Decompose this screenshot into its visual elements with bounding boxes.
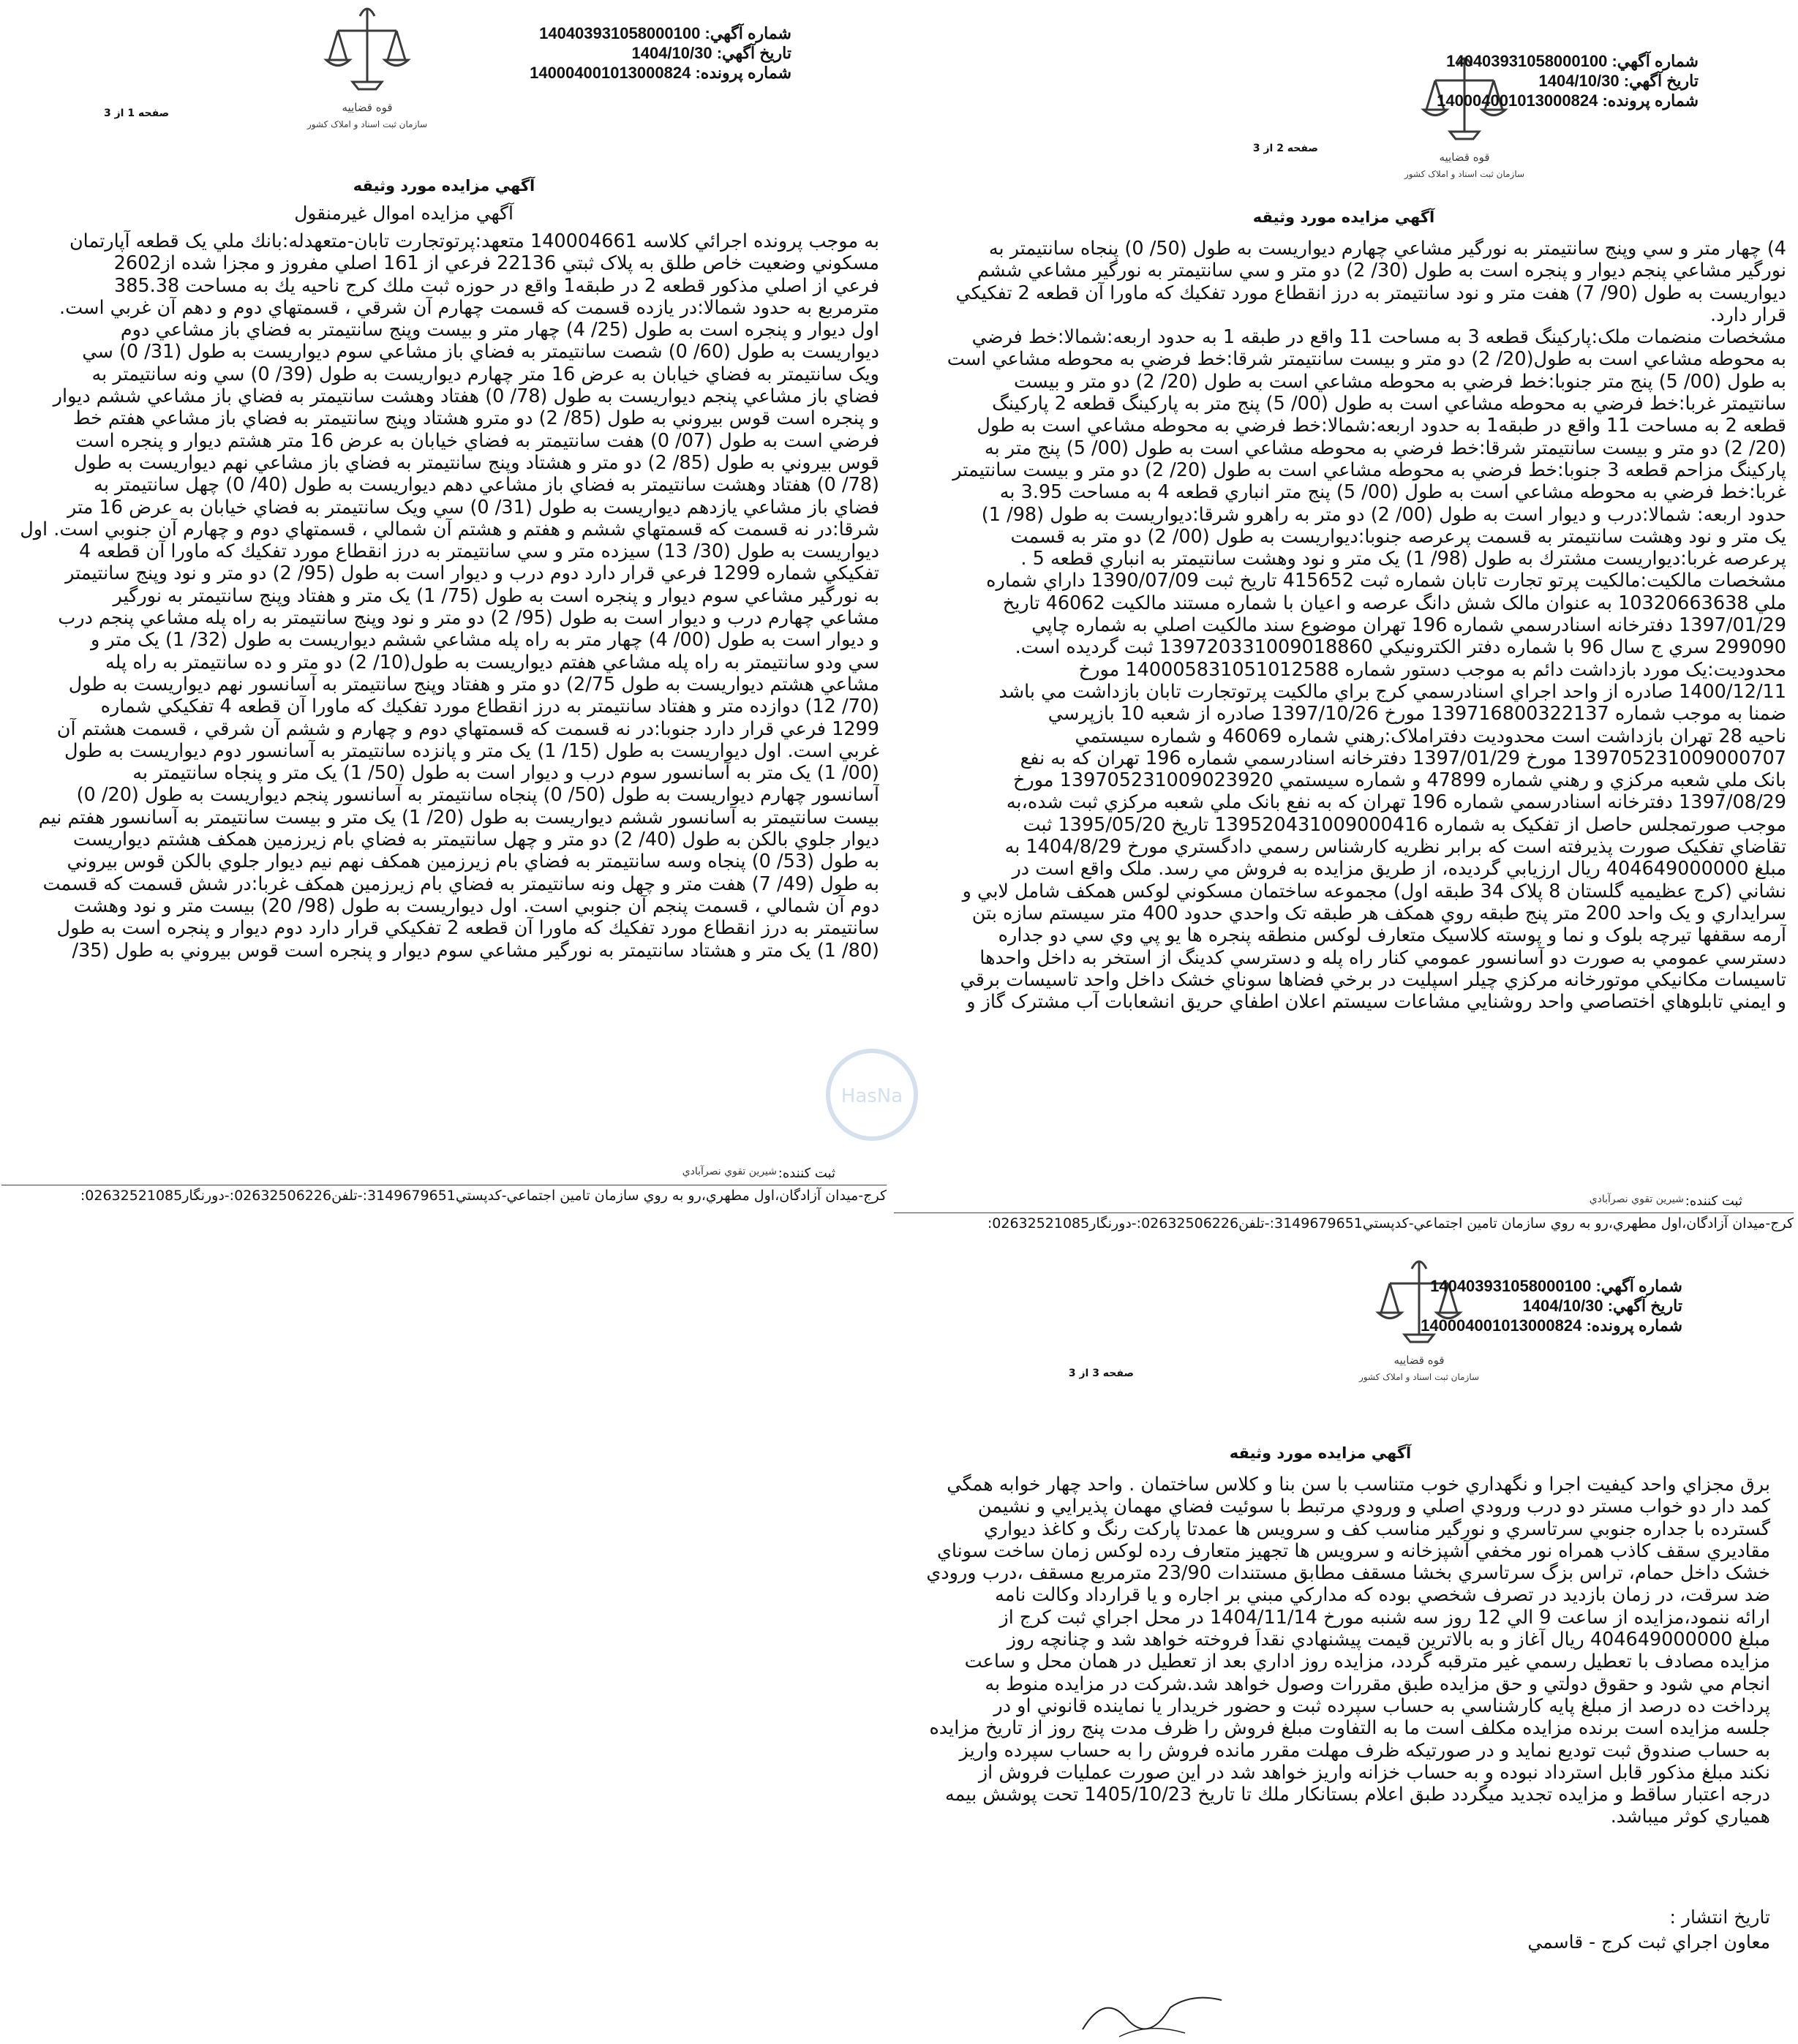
ad-meta: شماره آگهي: 140403931058000100 تاريخ آگهي: 1404/10/30 شماره پرونده: 140004001013000824 (530, 24, 791, 82)
text-line: جلسه مزايده است برنده مزايده مكلف است ما به التفاوت مبلغ فروش را ظرف مدت پنج روز از تاريخ مزايده (929, 1717, 1770, 1740)
text-line: شرقا:در نه قسمت که قسمتهاي ششم و هفتم و هشتم آن شمالي ، قسمتهاي دوم و چهارم آن جنوبي است. اول (20, 518, 879, 540)
text-line: مسکوني وضعيت خاص طلق به پلاک ثبتي 22136 فرعي از 161 اصلي مفروز و مجزا شده از2602 (113, 252, 879, 275)
text-line: 1397/01/29 دفترخانه اسنادرسمي شماره 196 تهران موضوع سند مالکيت اصلي به شماره چاپي (1031, 614, 1786, 637)
text-line: مبلغ 404649000000 ريال ارزيابي گرديده، از طريق مزايده به فروش مي رسد. ملک واقع است در (1012, 858, 1786, 880)
text-line: حدود اربعه: شمالا:درب و ديوار است به طول (00/ 2) دو متر به راهرو شرقا:ديواريست به طول (98/ 1) (981, 503, 1786, 526)
text-line: آرمه سقفها تيرچه بلوک و نما و پوسته کلاسيک متعارف لوکس منطقه پنجره ها يو پي وي سي دو جداره (998, 924, 1786, 947)
text-line: غربا:خط فرضي به محوطه مشاعي است به طول (00/ 5) پنج متر انباري قطعه 4 به مساحت 3.95 به (999, 481, 1786, 504)
text-line: قرار دارد. (1710, 303, 1786, 326)
svg-text:قوه قضاییه: قوه قضاییه (342, 101, 393, 114)
text-line: مبلغ 404649000000 ريال آغاز و به بالاترين قيمت پيشنهادي نقداً فروخته خواهد شد و چنانچه روز (1007, 1629, 1770, 1651)
text-line: سي ودو سانتيمتر به راه پله مشاعي هفتم ديواريست به طول(10/ 2) دو متر و ده سانتيمتر به راه پله (105, 651, 879, 674)
page-footer (1, 1166, 887, 1204)
page-number: صفحه 1 از 3 (104, 108, 170, 119)
text-line: سانتيمتر غربا:خط فرضي به محوطه مشاعي است به طول (00/ 5) پنج متر به پارکينگ قطعه 2 پارکينگ (992, 393, 1786, 415)
signer-label: ثبت كننده: (778, 1166, 835, 1181)
text-line: خشک داخل حمام، تراس بزگ سرتاسري بخشا مسقف مطابق مستندات 23/90 مترمربع مسقف ،درب ورودي (926, 1562, 1770, 1585)
judiciary-emblem-icon (294, 1, 440, 133)
text-line: به حساب صندوق ثبت توديع نمايد و در صورتيكه ظرف مهلت مقرر مانده فروش را به حساب سپرده واريز (959, 1739, 1770, 1762)
text-line: (78/ 0) هفتاد وهشت سانتيمتر به فضاي باز مشاعي دهم ديواريست به طول (40/ 0) چهل سانتيمتر به (94, 474, 879, 497)
text-line: دسترسي عمومي به صورت دو آسانسور عمومي کنار راه پله و دسترسي کدينگ از استخر به داخل واحدها (979, 946, 1786, 969)
text-line: مزايده مصادف با تعطيل رسمي غير مترقبه گردد، مزايده روز اداري بعد از تعطيل در همان محل و ساعت (964, 1651, 1770, 1673)
signer-label: ثبت كننده: (1685, 1193, 1742, 1209)
svg-text:سازمان ثبت اسناد و املاک کشور: سازمان ثبت اسناد و املاک کشور (306, 119, 428, 129)
text-line: پارکينگ مزاحم قطعه 3 جنوبا:خط فرضي به محوطه مشاعي است به طول (20/ 2) دو متر و بيست سانتيمتر (952, 459, 1786, 481)
ad-body-text (867, 1474, 1770, 1828)
page-header (863, 1254, 1778, 1437)
ad-meta: شماره آگهي: 140403931058000100 تاريخ آگهي: 1404/10/30 شماره پرونده: 140004001013000824 (1437, 52, 1699, 110)
text-line: مشخصات منضمات ملک:پارکينگ قطعه 3 به مساحت 11 واقع در طبقه 1 به حدود اربعه:شمالا:خط فرضي (971, 326, 1786, 349)
text-line: اول ديوار و پنجره است به طول (25/ 4) چهار متر و بيست وپنج سانتيمتر به فضاي باز مشاعي دوم (120, 319, 879, 342)
text-line: (70/ 12) دوازده متر و هفتاد سانتيمتر به درز انقطاع مورد تفكيك كه ماورا آن قطعه 4 تفكيكي شماره (100, 695, 879, 718)
text-line: و ديوار است به طول (00/ 4) چهار متر به راه پله مشاعي ششم ديواريست به طول (32/ 1) يک متر و (90, 629, 879, 652)
text-line: غربي است. اول ديواريست به طول (15/ 1) يک متر و پانزده سانتيمتر به آسانسور دوم ديواريست به طول (64, 739, 879, 762)
text-line: مشاعي چهارم درب و ديوار است به طول (95/ 2) دو متر و نود وپنج سانتيمتر به راه پله مشاعي پنجم درب (58, 607, 879, 630)
text-line: ديواريست به طول (30/ 13) سيزده متر و سي سانتيمتر به درز انقطاع مورد تفكيك كه ماورا آن قطعه 4 (78, 540, 879, 563)
text-line: گسترده با جداره جنوبي سرتاسري و نورگير مناسب کف و سرويس ها عمدتا پارکت رنگ و کاغذ ديواري (983, 1517, 1770, 1540)
text-line: 139705231009000707 مورخ 1397/01/29 دفترخانه اسنادرسمي شماره 196 تهران که به نفع (1020, 747, 1786, 769)
svg-text:قوه قضاییه: قوه قضاییه (1393, 1354, 1445, 1367)
text-line: 4) چهار متر و سي وپنج سانتيمتر به نورگير مشاعي چهارم ديواريست به طول (50/ 0) پنجاه سانتيمتر به (988, 238, 1786, 260)
text-line: تفكيكي شماره 1299 فرعي قرار دارد دوم درب و ديوار است به طول (95/ 2) دو متر و نود وپنج سانتيمتر (65, 562, 879, 585)
text-line: فضاي باز مشاعي يازدهم ديواريست به طول (31/ 0) سي ويک سانتيمتر به فضاي خيابان به عرض 16 متر (67, 496, 879, 518)
text-line: مقاديري سقف کاذب همراه نور مخفي آشپزخانه و سرويس ها تجهيز متعارف رده لوکس زمان ساخت سوناي (936, 1539, 1770, 1562)
text-line: به طول (00/ 5) پنج متر جنوبا:خط فرضي به محوطه مشاعي است به طول (20/ 2) دو متر و بيست (1014, 370, 1786, 393)
publish-date-label: تاريخ انتشار : (1669, 1907, 1770, 1928)
text-line: به نورگير مشاعي سوم ديوار و پنجره است به طول (75/ 1) يک متر و هفتاد وپنج سانتيمتر به نورگير (113, 584, 879, 607)
text-line: و پنجره است قوس بيروني به طول (85/ 2) دو مترو هشتاد وپنج سانتيمتر به فضاي باز مشاعي هفتم خط (72, 407, 879, 430)
page-header (894, 29, 1794, 212)
text-line: مشاعي هشتم ديواريست به طول 2/75) دو متر و هفتاد وپنج سانتيمتر به آسانسور نهم ديواريست به طول (68, 673, 879, 695)
text-line: مشخصات مالکيت:مالکيت پرتو تجارت تابان شماره ثبت 415652 تاريخ ثبت 1390/07/09 داراي شماره (986, 570, 1786, 592)
signer-name: شيرين تقوي نصرآبادي (1589, 1193, 1684, 1205)
text-line: ديواريست به طول (60/ 0) شصت سانتيمتر به فضاي باز مشاعي سوم ديواريست به طول (31/ 0) سي (82, 341, 879, 363)
text-line: (00/ 1) يک متر به آسانسور سوم درب و ديوار است به طول (50/ 1) يک متر و پنجاه سانتيمتر به (132, 762, 879, 785)
text-line: 1400/12/11 صادره از واحد اجراي اسنادرسمي کرج براي مالکيت پرتوتجارت تابان بازداشت مي باشد (998, 680, 1786, 703)
ad-meta: شماره آگهي: 140403931058000100 تاريخ آگهي: 1404/10/30 شماره پرونده: 140004001013000824 (1421, 1277, 1682, 1335)
text-line: درجه اعتبار ساقط و مزايده تجديد ميگردد طبق اعلام بستانكار ملك تا تاريخ 1405/10/23 تحت پوشش بيمه (945, 1784, 1770, 1806)
text-line: محدوديت:يک مورد بازداشت دائم به موجب دستور شماره 140005831051012588 مورخ (1078, 658, 1786, 681)
page-header (1, 1, 887, 184)
text-line: 299090 سري ج سال 96 با شماره دفتر الکترونيکي 139720331009018860 ثبت گرديده است. (1015, 636, 1786, 659)
text-line: بانک ملي شعبه مرکزي و رهني شماره 47899 و شماره سيستمي 139705231009023920 مورخ (1012, 769, 1786, 792)
ad-title: آگهي مزايده مورد وثيقه (1229, 1444, 1412, 1462)
signature-icon (1075, 1978, 1236, 2044)
text-line: همياري كوثر ميباشد. (1610, 1806, 1770, 1828)
text-line: 1397/08/29 دفترخانه اسنادرسمي شماره 196 تهران که به نفع بانک ملي شعبه مرکزي ثبت شده،به (1006, 791, 1786, 814)
closing-block (1527, 1905, 1770, 1955)
page-footer (894, 1193, 1794, 1232)
text-line: فضاي باز مشاعي پنجم ديواريست به طول (78/ 0) هفتاد وهشت سانتيمتر به فضاي باز مشاعي ششم ديوار (53, 385, 879, 408)
text-line: ارائه ننمود،مزايده از ساعت 9 الي 12 روز سه شنبه مورخ 1404/11/14 در محل اجراي ثبت كرج از (999, 1606, 1770, 1629)
svg-text:سازمان ثبت اسناد و املاک کشور: سازمان ثبت اسناد و املاک کشور (1404, 169, 1525, 179)
text-line: ضمنا به موجب شماره 139716800322137 مورخ 1397/10/26 صادره از شعبه 10 بازپرسي (1047, 703, 1786, 725)
text-line: ديواريست به طول (90/ 7) هفت متر و نود سانتيمتر به درز انقطاع مورد تفكيك كه ماورا آن قطعه 2 تفكيكي (955, 282, 1786, 304)
text-line: آسانسور چهارم ديواريست به طول (50/ 0) پنجاه سانتيمتر به آسانسور پنجم ديواريست به طول (20/ 0) (76, 784, 879, 807)
text-line: پرداخت ده درصد از مبلغ پايه كارشناسي به حساب سپرده ثبت و حضور خريدار يا نماينده قانوني او در (993, 1694, 1770, 1717)
text-line: انجام مي شود و حقوق دولتي و حق مزايده طبق مقررات وصول خواهد شد.شركت در مزايده منوط به (985, 1672, 1770, 1695)
text-line: برق مجزاي واحد کيفيت اجرا و نگهداري خوب متناسب با سن بنا و کلاس ساختمان . واحد چهار خوابه همگي (947, 1474, 1770, 1496)
ad-title: آگهي مزايده مورد وثيقه (353, 177, 535, 195)
ad-subtitle: آگهي مزايده اموال غيرمنقول (294, 203, 514, 224)
text-line: سرايداري و يک واحد 200 متر پنج طبقه روي همکف هر طبقه تک واحدي حدود 400 متر سيستم سازه بتن (971, 902, 1786, 924)
ad-title: آگهي مزايده مورد وثيقه (1252, 208, 1435, 226)
ad-page-2 (894, 29, 1794, 1232)
text-line: پرعرصه غربا:ديواريست مشترك به طول (98/ 1) يک متر و نود وهشت سانتيمتر به انباري قطعه 5 . (1020, 548, 1786, 570)
text-line: (20/ 2) دو متر و بيست سانتيمتر شرقا:خط فرضي به محوطه مشاعي است به طول (00/ 5) پنج متر به (985, 437, 1786, 459)
text-line: بيست سانتيمتر به آسانسور ششم ديواريست به طول (20/ 1) يک متر و بيست سانتيمتر به آسانسور هفتم نيم (38, 806, 879, 829)
text-line: کمد دار دو خواب مستر دو درب ورودي اصلي و ورودي مرتبط با سوئيت فضاي مهمان پذيرايي و نشيمن (977, 1496, 1770, 1518)
ad-page-1 (1, 1, 903, 1204)
text-line: يک متر و نود وهشت سانتيمتر به قسمت پرعرصه جنوبا:ديواريست به طول (00/ 2) دو متر به قسمت (1010, 525, 1786, 548)
page-number: صفحه 3 از 3 (1068, 1368, 1134, 1379)
text-line: ويک سانتيمتر به فضاي خيابان به عرض 16 متر چهارم ديواريست به طول (39/ 0) سي ونه سانتيمتر به (91, 363, 879, 385)
text-line: موجب صورتمجلس حاصل از تفکيک به شماره 139520431009000416 تاريخ 1395/05/20 ثبت (1023, 813, 1786, 836)
text-line: دوم آن شمالي ، قسمت پنجم آن جنوبي است. اول ديواريست به طول (98/ 20) بيست متر و نود وهشت (73, 894, 879, 917)
office-address: كرج-ميدان آزادگان،اول مطهري،رو به روي سازمان تامين اجتماعي-كدپستي3149679651:-تلفن02632506226:-دورنگار02632521085: (80, 1188, 887, 1204)
text-line: ناحيه 28 تهران بازداشت است محدوديت دفتراملاک:رهني شماره 46069 و شماره سيستمي (1075, 725, 1786, 747)
text-line: و ايمني تابلوهاي اختصاصي واحد روشنايي مشاعات سيستم اعلان اطفاي حريق انشعابات آب مشترک گاز و (966, 991, 1786, 1014)
ad-body-text (901, 238, 1786, 1013)
ad-page-3 (863, 1254, 1778, 2037)
text-line: فرعي از اصلي مذکور قطعه 2 در طبقه1 واقع در حوزه ثبت ملك كرج ناحيه يك به مساحت 385.38 (113, 274, 879, 297)
text-line: قطعه 2 به مساحت 11 واقع در طبقه1 به حدود اربعه:شمالا:خط فرضي به محوطه مشاعي است به طول (977, 415, 1786, 437)
office-address: كرج-ميدان آزادگان،اول مطهري،رو به روي سازمان تامين اجتماعي-كدپستي3149679651:-تلفن02632506226:-دورنگار02632521085: (987, 1215, 1794, 1232)
text-line: قوس بيروني به طول (85/ 2) دو متر و هشتاد وپنج سانتيمتر به فضاي باز مشاعي نهم ديواريست به طول (73, 451, 879, 474)
text-line: ضد سرقت، در زمان بازديد در تصرف شخصي بوده که مدارکي مبني بر اجاره و يا قرارداد وکالت نامه (995, 1584, 1770, 1607)
signer-name: شيرين تقوي نصرآبادي (682, 1166, 777, 1177)
text-line: سانتيمتر به درز انقطاع مورد تفكيك كه ماورا آن قطعه 2 تفكيكي قرار دارد دوم ديوار و پنجره است به طول (56, 917, 879, 940)
text-line: فرضي است به طول (07/ 0) هفت سانتيمتر به فضاي خيابان به عرض 16 متر هشتم ديوار و پنجره است (75, 429, 879, 452)
text-line: نكند مبلغ مذكور قابل استرداد نبوده و به حساب خزانه واريز خواهد شد در اين صورت عمليات فروش از (978, 1761, 1770, 1784)
svg-text:HasNa: HasNa (840, 1085, 903, 1107)
page-number: صفحه 2 از 3 (1252, 143, 1318, 154)
svg-text:قوه قضاییه: قوه قضاییه (1439, 151, 1490, 164)
text-line: ديوار جلوي بالكن به طول (40/ 2) دو متر و چهل سانتيمتر به فضاي بام زيرزمين همكف هشتم ديواريست (72, 829, 879, 851)
text-line: (80/ 1) يک متر و هشتاد سانتيمتر به نورگير مشاعي سوم ديوار و پنجره است قوس بيروني به طول (35/ (72, 939, 879, 962)
official-signature-line: معاون اجراي ثبت كرج - قاسمي (1527, 1931, 1770, 1953)
text-line: به محوطه مشاعي است به طول(20/ 2) دو متر و بيست سانتيمتر شرقا:خط فرضي به محوطه مشاعي است (947, 348, 1786, 371)
text-line: به طول (49/ 7) هفت متر و چهل ونه سانتيمتر به فضاي بام زيرزمين همكف غربا:در شش قسمت كه قسمت (42, 872, 879, 895)
text-line: تاسيسات مکانيکي موتورخانه مرکزي چيلر اسپليت در برخي فضاها سوناي خشک داخل واحد تاسيسات برقي (960, 968, 1786, 991)
text-line: نشاني (کرج عظيميه گلستان 8 پلاک 34 طبقه اول) مجموعه ساختمان مسکوني لوکس همکف شامل لابي و (962, 880, 1786, 902)
text-line: به موجب پرونده اجرائي كلاسه 140004661 متعهد:پرتوتجارت تابان-متعهدله:بانك ملي يک قطعه آپارتمان (69, 230, 879, 252)
text-line: 1299 فرعي قرار دارد جنوبا:در نه قسمت كه قسمتهاي دوم و چهارم و ششم آن شرقي ، قسمت هشتم آن (56, 717, 879, 740)
ad-body-text (1, 230, 879, 962)
text-line: به طول (53/ 0) پنجاه وسه سانتيمتر به فضاي بام زيرزمين همكف نهم نيم ديوار جلوي بالكن قوس بيروني (67, 851, 879, 873)
text-line: تقاضاي تفکيک صورت پذيرفته است كه برابر نظريه كارشناس رسمي دادگستري مورخ 1404/8/29 به (1004, 836, 1786, 859)
text-line: مترمربع به حدود شمالا:در يازده قسمت که قسمت چهارم آن شرقي ، قسمتهاي دوم و دهم آن غربي است. (59, 296, 879, 319)
text-line: نورگير مشاعي پنجم ديوار و پنجره است به طول (30/ 2) دو متر و سي سانتيمتر به نورگير مشاعي ششم (977, 260, 1786, 282)
text-line: ملي 10320663638 به عنوان مالک شش دانگ عرصه و اعيان با شماره مستند مالکيت 46062 تاريخ (1002, 592, 1786, 614)
svg-text:سازمان ثبت اسناد و املاک کشور: سازمان ثبت اسناد و املاک کشور (1358, 1372, 1480, 1382)
